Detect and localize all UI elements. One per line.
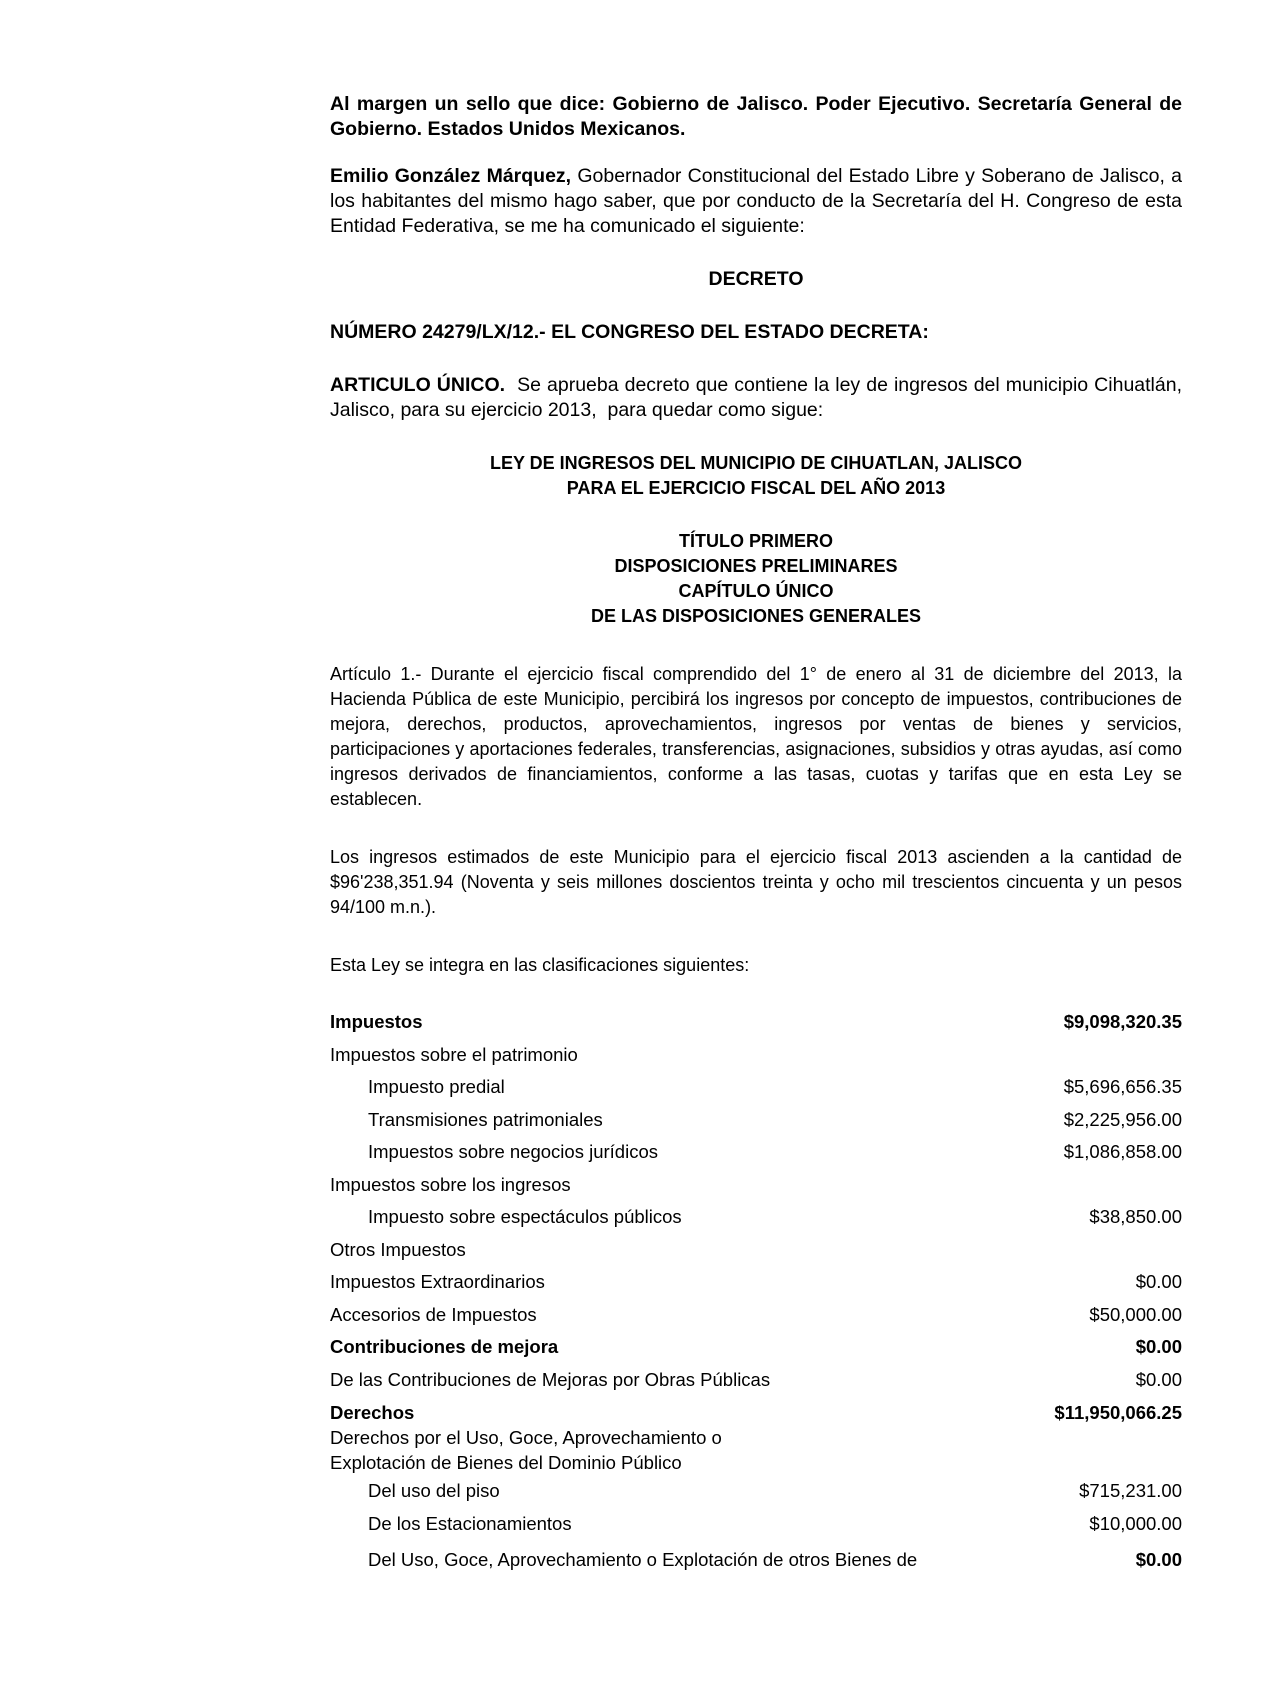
row-amount <box>982 1425 1182 1475</box>
row-label: De los Estacionamientos <box>368 1512 572 1534</box>
law-title-line-1: LEY DE INGRESOS DEL MUNICIPIO DE CIHUATLAN, JALISCO <box>489 453 1023 473</box>
articulo-unico <box>330 373 1193 423</box>
classification-intro: Esta Ley se integra en las clasificaciones siguientes: <box>330 955 750 975</box>
governor-text: Gobernador Constitucional del Estado Libre y Soberano de Jalisco, a los habitantes del mismo hago saber, que por conducto de la Secretaría del H. Congreso de esta Entidad Federativa, se me ha comunicado el siguiente: <box>330 165 1182 237</box>
table-row <box>330 1364 1182 1397</box>
row-label: De las Contribuciones de Mejoras por Obras Públicas <box>330 1368 771 1390</box>
row-amount: $38,850.00 <box>1089 1206 1182 1227</box>
row-amount <box>982 1234 1182 1267</box>
seal-notice: Al margen un sello que dice: Gobierno de Jalisco. Poder Ejecutivo. Secretaría General de Gobierno. Estados Unidos Mexicanos. <box>330 93 1182 140</box>
estimated-income-paragraph: Los ingresos estimados de este Municipio para el ejercicio fiscal 2013 ascienden a la cantidad de $96'238,351.94 (Noventa y seis millones doscientos treinta y ocho mil trescientos cincuenta y un pesos 94/100 m.n.). <box>330 847 1182 917</box>
row-label: Impuestos Extraordinarios <box>330 1271 545 1292</box>
row-amount <box>982 1169 1182 1202</box>
row-label: Transmisiones patrimoniales <box>368 1108 603 1130</box>
row-label: Impuesto sobre espectáculos públicos <box>368 1206 682 1227</box>
table-row <box>330 1266 1182 1299</box>
table-row <box>330 1201 1182 1234</box>
row-amount: $10,000.00 <box>1089 1512 1182 1534</box>
row-label: Derechos por el Uso, Goce, Aprovechamiento o Explotación de Bienes del Dominio Público <box>330 1427 722 1473</box>
row-amount <box>982 1039 1182 1072</box>
row-amount: $50,000.00 <box>1089 1303 1182 1325</box>
row-label: Impuestos sobre negocios jurídicos <box>368 1141 658 1162</box>
articulo-unico-text: Se aprueba decreto que contiene la ley de ingresos del municipio Cihuatlán, Jalisco, para su ejercicio 2013, para quedar como sigue: <box>330 374 1193 421</box>
row-label: Del Uso, Goce, Aprovechamiento o Explotación de otros Bienes de <box>368 1549 918 1570</box>
row-amount: $5,696,656.35 <box>1063 1076 1182 1097</box>
capitulo-unico: CAPÍTULO ÚNICO <box>678 581 834 601</box>
row-amount: $9,098,320.35 <box>1063 1011 1182 1032</box>
disposiciones-generales: DE LAS DISPOSICIONES GENERALES <box>590 606 922 626</box>
governor-name: Emilio González Márquez, <box>330 165 572 187</box>
table-row <box>330 1475 1182 1508</box>
decree-number: NÚMERO 24279/LX/12.- EL CONGRESO DEL ESTADO DECRETA: <box>330 321 929 343</box>
table-row <box>330 1006 1182 1039</box>
row-label: Del uso del piso <box>368 1480 500 1501</box>
row-amount: $0.00 <box>1135 1336 1182 1357</box>
document-page <box>330 92 1193 1577</box>
income-classification-table <box>330 1006 1182 1577</box>
table-row <box>330 1104 1182 1137</box>
row-label: Impuestos <box>330 1011 423 1032</box>
table-row <box>330 1039 1182 1072</box>
table-row <box>330 1234 1182 1267</box>
governor-paragraph <box>330 164 1182 239</box>
table-row <box>330 1540 1182 1577</box>
row-amount: $715,231.00 <box>1079 1480 1182 1501</box>
table-row <box>330 1425 1182 1475</box>
table-row <box>330 1396 1182 1425</box>
table-row <box>330 1299 1182 1332</box>
row-label: Impuesto predial <box>368 1076 505 1097</box>
table-row <box>330 1169 1182 1202</box>
row-label: Impuestos sobre los ingresos <box>330 1173 571 1195</box>
row-label: Derechos <box>330 1402 415 1423</box>
disposiciones-preliminares: DISPOSICIONES PRELIMINARES <box>614 556 898 576</box>
row-label: Otros Impuestos <box>330 1238 466 1260</box>
row-label: Impuestos sobre el patrimonio <box>330 1043 578 1065</box>
row-amount: $0.00 <box>1135 1549 1182 1570</box>
table-row <box>330 1071 1182 1104</box>
law-title-line-2: PARA EL EJERCICIO FISCAL DEL AÑO 2013 <box>566 478 946 498</box>
table-row <box>330 1331 1182 1364</box>
articulo-1: Artículo 1.- Durante el ejercicio fiscal comprendido del 1° de enero al 31 de diciembre del 2013, la Hacienda Pública de este Municipio, percibirá los ingresos por concepto de impuestos, contribuciones de mejora, derechos, productos, aprovechamientos, ingresos por ventas de bienes y servicios, participaciones y aportaciones federales, transferencias, asignaciones, subsidios y otras ayudas, así como ingresos derivados de financiamientos, conforme a las tasas, cuotas y tarifas que en esta Ley se establecen. <box>330 664 1182 809</box>
decreto-heading: DECRETO <box>708 268 804 290</box>
row-label: Contribuciones de mejora <box>330 1336 559 1357</box>
table-row <box>330 1508 1182 1541</box>
row-amount: $1,086,858.00 <box>1063 1141 1182 1162</box>
row-amount: $2,225,956.00 <box>1063 1108 1182 1130</box>
table-row <box>330 1136 1182 1169</box>
row-amount: $0.00 <box>1135 1271 1182 1292</box>
articulo-unico-label: ARTICULO ÚNICO. <box>330 374 506 396</box>
row-amount: $11,950,066.25 <box>1054 1402 1182 1423</box>
row-label: Accesorios de Impuestos <box>330 1303 537 1325</box>
row-amount: $0.00 <box>1135 1368 1182 1390</box>
titulo-primero: TÍTULO PRIMERO <box>679 531 833 551</box>
